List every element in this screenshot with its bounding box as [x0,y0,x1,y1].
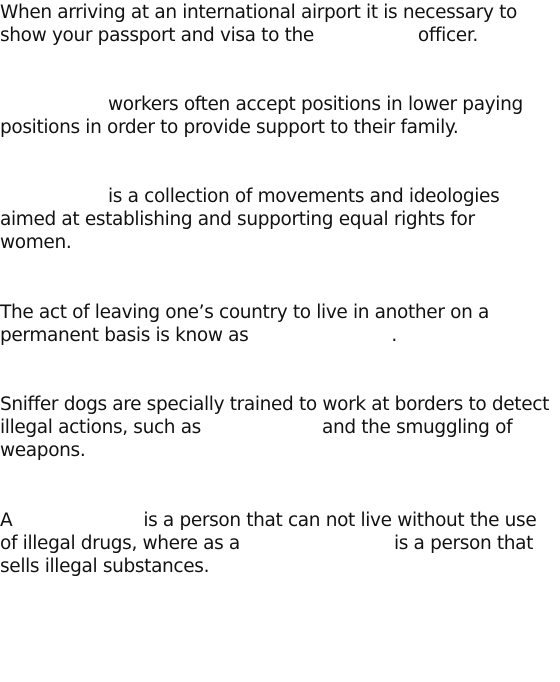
question-2-line-2: positions in order to provide support to their family. [0,117,459,138]
question-1-blank[interactable] [314,26,418,44]
question-6-text-before-blank-2: of illegal drugs, where as a [0,533,240,554]
question-6-blank-1[interactable] [12,511,143,529]
question-3-line-1 [0,185,499,208]
question-6-line-2 [0,532,533,555]
question-2-line-1 [0,93,523,116]
question-6-text-after-blank-1: is a person that can not live without the use [143,510,537,531]
question-1-line-1: When arriving at an international airport it is necessary to [0,2,517,23]
question-5-blank[interactable] [201,418,322,436]
question-1-text-after-blank: officer. [417,25,478,46]
question-1-text-before-blank: show your passport and visa to the [0,25,314,46]
question-4-line-1: The act of leaving one’s country to live in another on a [0,302,489,323]
question-1-line-2 [0,24,478,47]
question-5-text-before-blank: illegal actions, such as [0,417,201,438]
question-6-blank-2[interactable] [240,534,394,552]
question-4-blank[interactable] [248,326,391,344]
question-4-line-2 [0,324,397,347]
question-3-text-after-blank: is a collection of movements and ideologies [108,186,500,207]
question-5-line-2 [0,416,512,439]
question-3-line-2: aimed at establishing and supporting equal rights for [0,209,475,230]
question-5-text-after-blank: and the smuggling of [321,417,513,438]
question-2-blank[interactable] [0,95,108,113]
question-4-text-after-blank: . [391,325,397,346]
question-3-blank[interactable] [0,187,108,205]
question-5-line-3: weapons. [0,440,86,461]
question-6-line-1 [0,509,536,532]
question-3-line-3: women. [0,232,72,253]
question-6-text-before-blank-1: A [0,510,13,531]
question-2-text-after-blank: workers often accept positions in lower paying [108,94,523,115]
question-6-text-after-blank-2: is a person that [393,533,534,554]
question-6-line-3: sells illegal substances. [0,556,210,577]
question-5-line-1: Sniffer dogs are specially trained to work at borders to detect [0,394,549,415]
question-4-text-before-blank: permanent basis is know as [0,325,249,346]
